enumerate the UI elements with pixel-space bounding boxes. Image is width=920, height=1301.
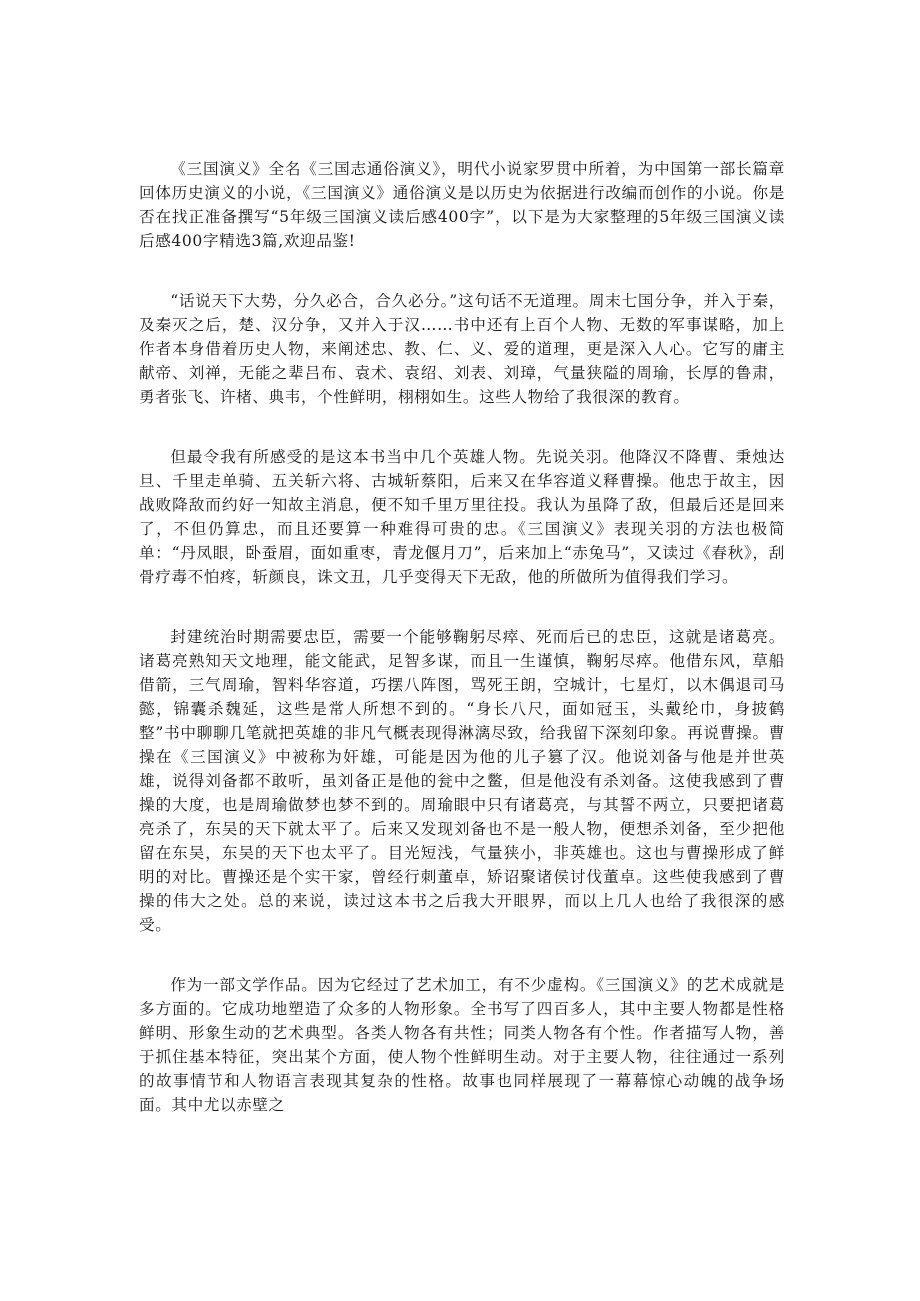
paragraph-zhuge-liang-cao-cao: 封建统治时期需要忠臣，需要一个能够鞠躬尽瘁、死而后已的忠臣，这就是诸葛亮。诸葛亮熟知天文地理，能文能武，足智多谋，而且一生谨慎，鞠躬尽瘁。他借东风，草船借箭，三气周瑜，智料华容道，巧摆八阵图，骂死王朗，空城计，七星灯，以木偶退司马懿，锦囊杀魏延，这些是常人所想不到的。“身长八尺，面如冠玉，头戴纶巾，身披鹤整”书中聊聊几笔就把英雄的非凡气概表现得淋漓尽致，给我留下深刻印象。再说曹操。曹操在《三国演义》中被称为奸雄，可能是因为他的儿子篡了汉。他说刘备与他是并世英雄，说得刘备都不敢听，虽刘备正是他的瓮中之鳖，但是他没有杀刘备。这使我感到了曹操的大度，也是周瑜做梦也梦不到的。周瑜眼中只有诸葛亮，与其誓不两立，只要把诸葛亮杀了，东吴的天下就太平了。后来又发现刘备也不是一般人物，便想杀刘备，至少把他留在东吴，东吴的天下也太平了。目光短浅，气量狭小，非英雄也。这也与曹操形成了鲜明的对比。曹操还是个实干家，曾经行刺董卓，矫诏聚诸侯讨伐董卓。这些使我感到了曹操的伟大之处。总的来说，读过这本书之后我大开眼界，而以上几人也给了我很深的感受。 bbox=[139, 628, 785, 934]
paragraph-guan-yu: 但最令我有所感受的是这本书当中几个英雄人物。先说关羽。他降汉不降曹、秉烛达旦、千里走单骑、五关斩六将、古城斩蔡阳，后来又在华容道义释曹操。他忠于故主，因战败降敌而约好一知故主消息，便不知千里万里往投。我认为虽降了敌，但最后还是回来了，不但仍算忠，而且还要算一种难得可贵的忠。《三国演义》表现关羽的方法也极简单：“丹凤眼，卧蚕眉，面如重枣，青龙偃月刀”，后来加上“赤兔马”，又读过《春秋》，刮骨疗毒不怕疼，斩颜良，诛文丑，几乎变得天下无敌，他的所做所为值得我们学习。 bbox=[139, 448, 785, 586]
document-body bbox=[139, 157, 785, 1117]
paragraph-intro: 《三国演义》全名《三国志通俗演义》，明代小说家罗贯中所着，为中国第一部长篇章回体历史演义的小说，《三国演义》通俗演义是以历史为依据进行改编而创作的小说。你是否在找正准备撰写“5年级三国演义读后感400字”，以下是为大家整理的5年级三国演义读后感400字精选3篇,欢迎品鉴! bbox=[139, 160, 785, 250]
paragraph-opening-quote: “话说天下大势，分久必合，合久必分。”这句话不无道理。周末七国分争，并入于秦，及秦灭之后，楚、汉分争，又并入于汉……书中还有上百个人物、无数的军事谋略，加上作者本身借着历史人物，来阐述忠、教、仁、义、爱的道理，更是深入人心。它写的庸主献帝、刘禅，无能之辈吕布、袁术、袁绍、刘表、刘璋，气量狭隘的周瑜，长厚的鲁肃，勇者张飞、许楮、典韦，个性鲜明，栩栩如生。这些人物给了我很深的教育。 bbox=[139, 292, 785, 406]
paragraph-artistic-achievement: 作为一部文学作品。因为它经过了艺术加工，有不少虚构。《三国演义》的艺术成就是多方面的。它成功地塑造了众多的人物形象。全书写了四百多人，其中主要人物都是性格鲜明、形象生动的艺术典型。各类人物各有共性；同类人物各有个性。作者描写人物，善于抓住基本特征，突出某个方面，使人物个性鲜明生动。对于主要人物，往往通过一系列的故事情节和人物语言表现其复杂的性格。故事也同样展现了一幕幕惊心动魄的战争场面。其中尤以赤壁之 bbox=[139, 976, 785, 1114]
